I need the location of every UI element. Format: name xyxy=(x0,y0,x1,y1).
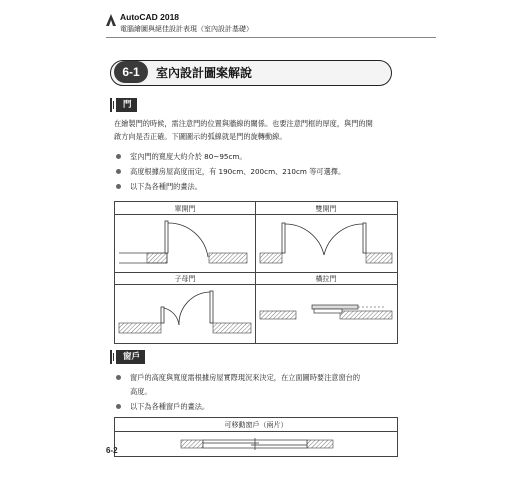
table-cell-label: 可移動窗戶（兩片） xyxy=(224,421,288,429)
running-header xyxy=(106,12,406,38)
door-paragraph-line-2: 啟方向是否正確。下圖圖示的弧線就是門的旋轉動線。 xyxy=(114,132,287,141)
bullet-icon xyxy=(116,154,121,159)
chapter-title: 室內設計圖案解說 xyxy=(156,66,253,80)
bullet-text: 高度根據房屋高度而定，有 190cm、200cm、210cm 等可選擇。 xyxy=(130,167,346,176)
autocad-logo-icon xyxy=(106,14,116,26)
section-marker xyxy=(110,98,112,112)
bullet-icon xyxy=(116,404,121,409)
section-heading-window: 窗戶 xyxy=(116,350,145,364)
header-subtitle: 電腦繪圖與絕佳設計表現（室內設計基礎） xyxy=(120,25,253,33)
header-divider xyxy=(106,37,436,38)
single-door-drawing xyxy=(115,215,255,273)
sliding-door-drawing xyxy=(256,285,396,343)
table-cell-label: 雙開門 xyxy=(315,205,337,213)
bullet-text: 以下為各種窗戶的畫法。 xyxy=(130,402,210,411)
chapter-heading xyxy=(110,60,400,86)
table-cell-label: 子母門 xyxy=(174,275,196,283)
table-cell-label: 單開門 xyxy=(174,205,196,213)
door-types-table xyxy=(114,201,398,344)
bullet-text: 窗戶的高度與寬度需根據房屋實際現況來決定，在立面圖時要注意窗台的 xyxy=(130,373,361,382)
bullet-text: 以下為各種門的畫法。 xyxy=(130,182,202,191)
door-paragraph xyxy=(114,117,404,143)
door-paragraph-line-1: 在繪製門的時候，需注意門的位置與牆線的關係。也要注意門框的厚度，與門的開 xyxy=(114,119,373,128)
sliding-window-drawing xyxy=(115,432,397,456)
bullet-text: 室內門的寬度大約介於 80~95cm。 xyxy=(130,152,247,161)
table-cell-label: 橫拉門 xyxy=(315,275,337,283)
window-types-table xyxy=(114,417,398,457)
bullet-icon xyxy=(116,184,121,189)
mother-son-door-drawing xyxy=(115,285,255,343)
double-door-drawing xyxy=(256,215,396,273)
page-number: 6-2 xyxy=(106,446,118,455)
section-heading-door: 門 xyxy=(116,98,137,112)
chapter-number: 6-1 xyxy=(114,61,148,83)
bullet-text: 高度。 xyxy=(130,387,152,396)
section-marker xyxy=(110,350,112,364)
bullet-icon xyxy=(116,169,121,174)
header-brand: AutoCAD 2018 xyxy=(120,12,180,22)
bullet-icon xyxy=(116,375,121,380)
